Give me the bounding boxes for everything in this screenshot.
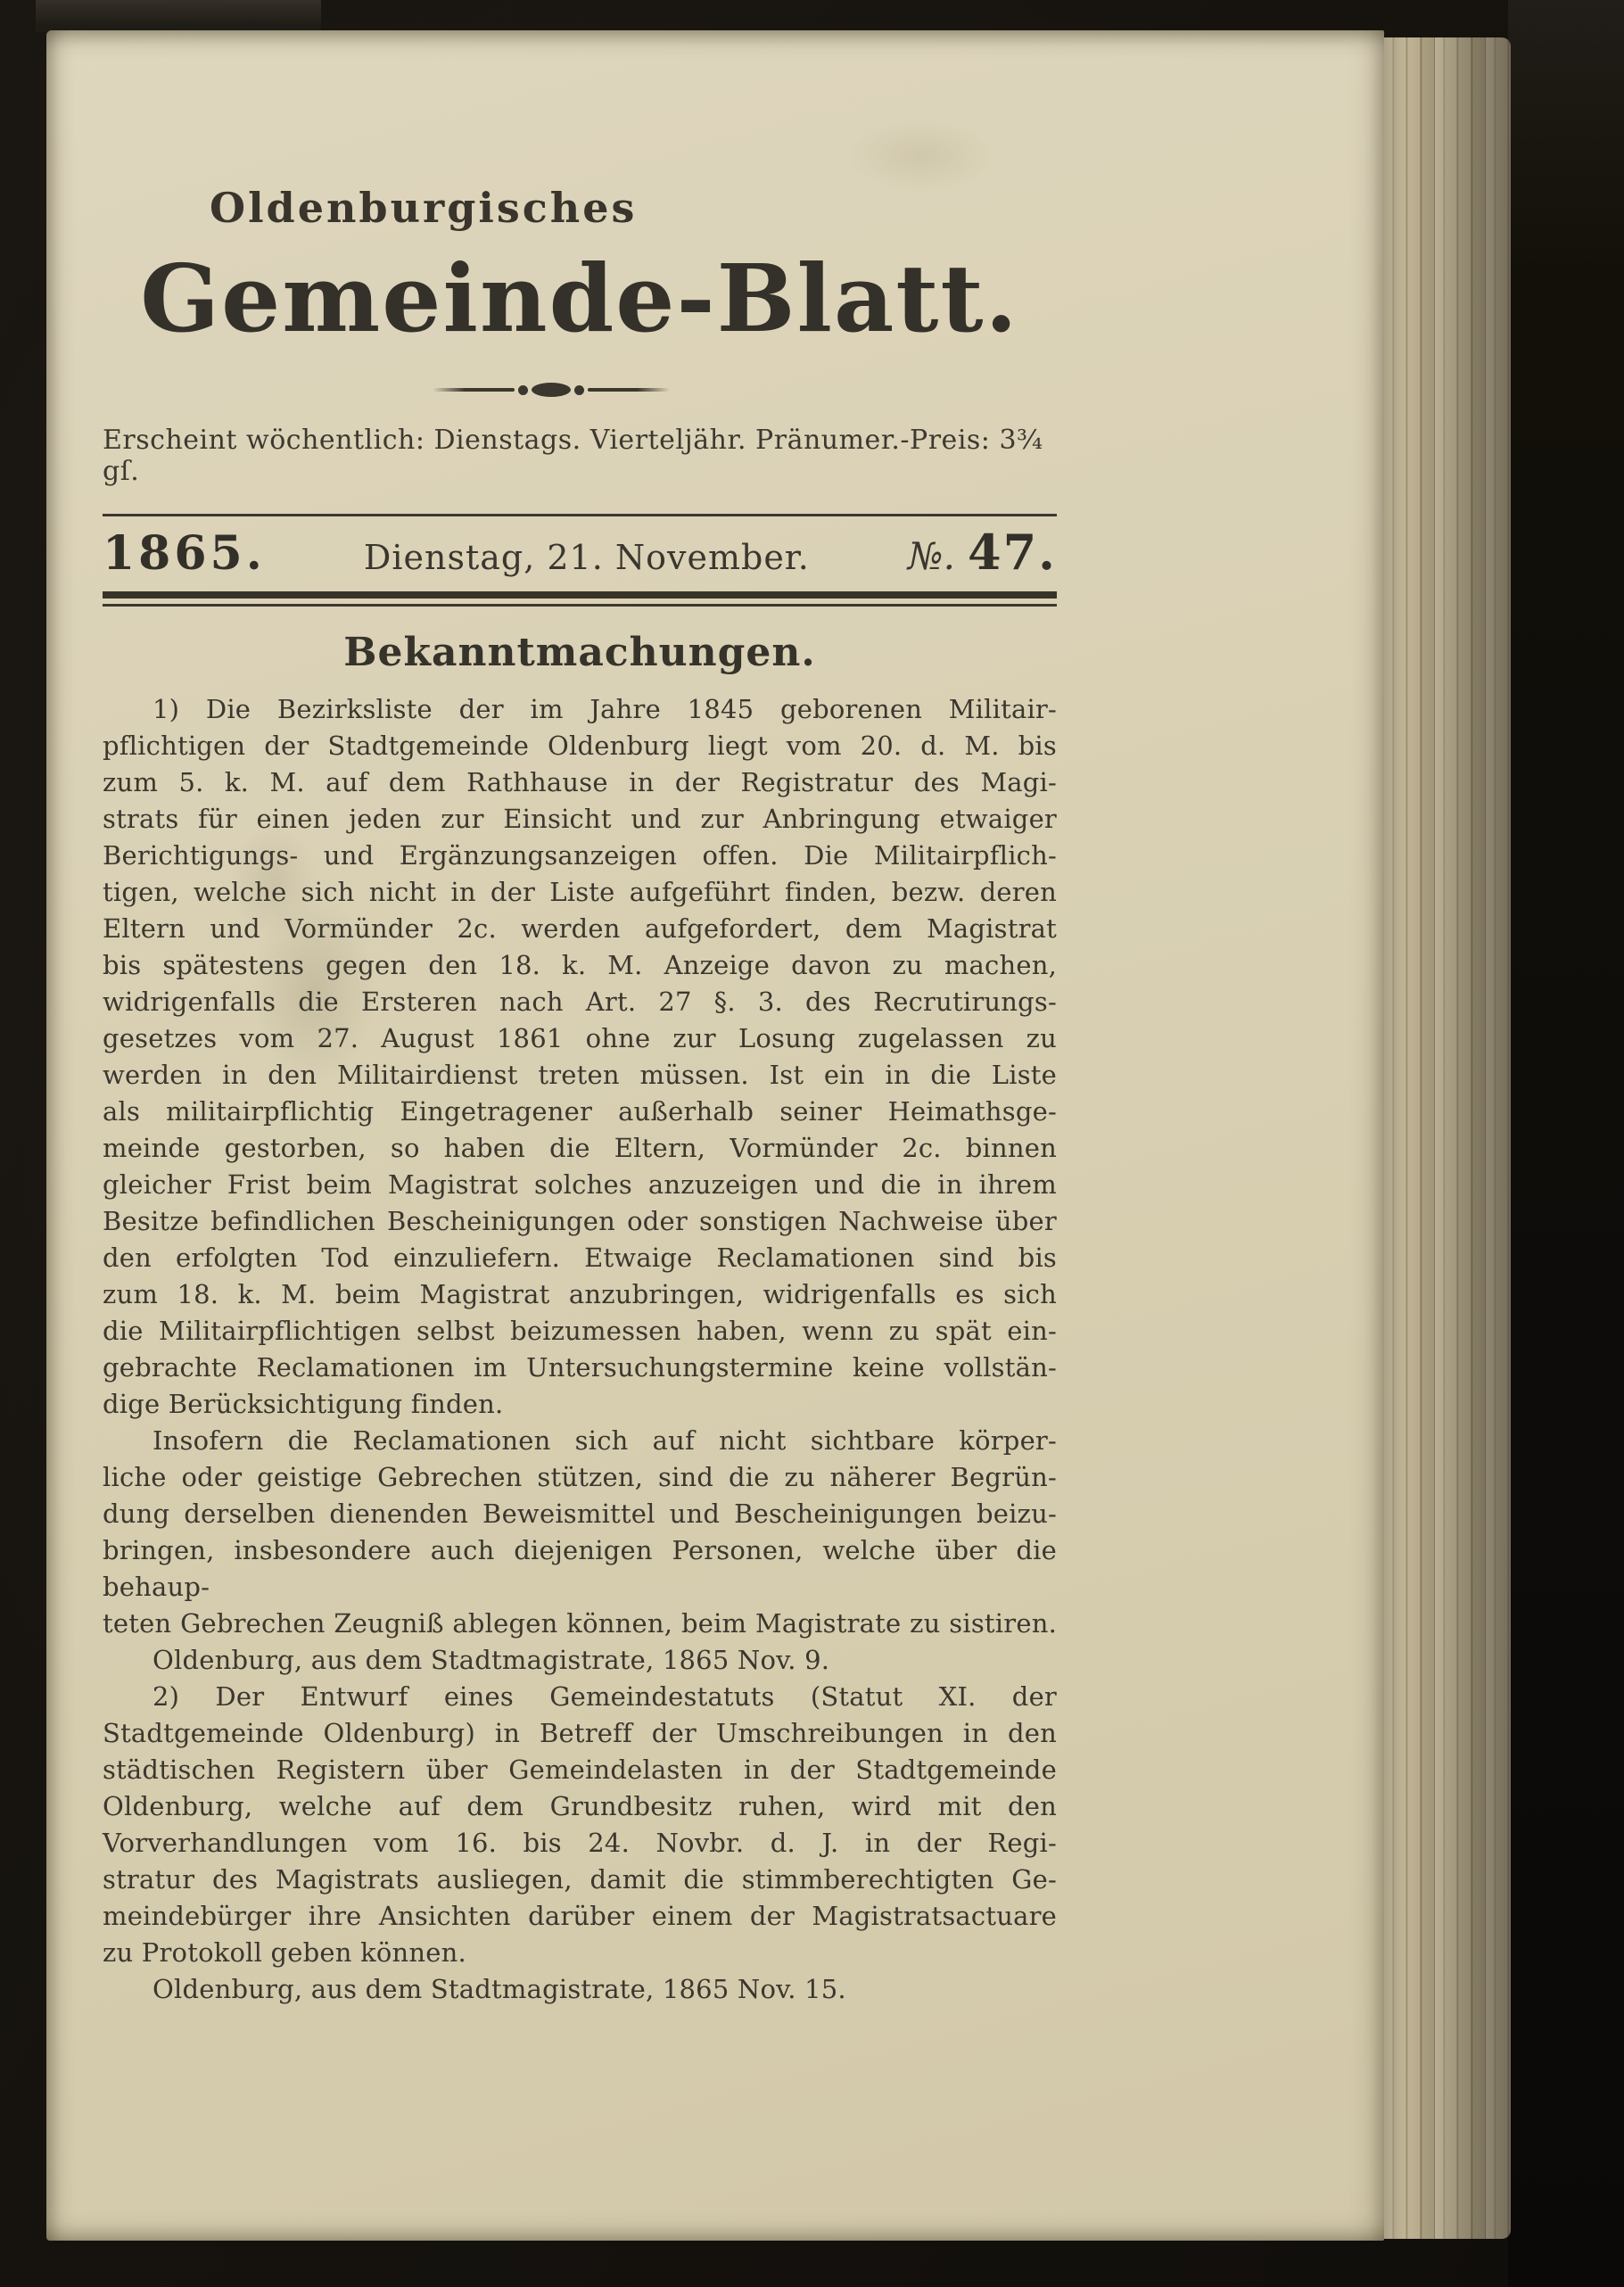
body-line: Insofern die Reclamationen sich auf nicht sichtbare körper- — [153, 1425, 1057, 1456]
divider-rule-top — [103, 514, 1057, 516]
ornament-lens — [532, 383, 571, 397]
book-cover — [1508, 0, 1624, 2287]
page-content — [103, 30, 1057, 2241]
body-line: städtischen Registern über Gemeindelasten in der Stadtgemeinde — [103, 1754, 1057, 1785]
body-line: Vorverhandlungen vom 16. bis 24. Novbr. d. J. in der Regi- — [103, 1828, 1057, 1858]
body-line: stratur des Magistrats ausliegen, damit die stimmberechtigten Ge- — [103, 1864, 1057, 1895]
ornament-line-left — [433, 388, 515, 392]
body-line: Oldenburg, welche auf dem Grundbesitz ruhen, wird mit den — [103, 1791, 1057, 1821]
masthead-ornament-divider — [332, 382, 771, 398]
ornament-dot-right — [574, 385, 584, 395]
body-line: die Militairpflichtigen selbst beizumessen haben, wenn zu spät ein- — [103, 1316, 1057, 1346]
paragraph — [103, 1423, 1057, 1642]
issue-number: 47. — [968, 524, 1057, 581]
body-line: Berichtigungs- und Ergänzungsanzeigen offen. Die Militairpflich- — [103, 840, 1057, 871]
newspaper-page — [46, 30, 1384, 2241]
divider-rule-thin — [103, 604, 1057, 607]
body-line: gleicher Frist beim Magistrat solches anzuzeigen und die in ihrem — [103, 1169, 1057, 1200]
body-line: gebrachte Reclamationen im Untersuchungstermine keine vollstän- — [103, 1352, 1057, 1383]
paragraph — [103, 691, 1057, 1423]
dateline-date: Dienstag, 21. November. — [363, 538, 810, 577]
issue-number-label: №. — [907, 534, 956, 578]
paragraph — [103, 1679, 1057, 1971]
dateline-issue — [908, 524, 1057, 581]
body-line: widrigenfalls die Ersteren nach Art. 27 §. 3. des Recrutirungs- — [103, 987, 1057, 1017]
masthead-title: Gemeinde-Blatt. — [140, 244, 1019, 353]
ornament-dot-left — [518, 385, 528, 395]
body-line: dung derselben dienenden Beweismittel und Bescheinigungen beizu- — [103, 1499, 1057, 1529]
body-line: 1) Die Bezirksliste der im Jahre 1845 geborenen Militair- — [153, 694, 1057, 724]
body-line: dige Berücksichtigung finden. — [103, 1389, 504, 1419]
body-line: als militairpflichtig Eingetragener außerhalb seiner Heimathsge- — [103, 1096, 1057, 1127]
body-line: Stadtgemeinde Oldenburg) in Betreff der Umschreibungen in den — [103, 1718, 1057, 1748]
dateline — [103, 524, 1057, 581]
section-heading: Bekanntmachungen. — [343, 630, 816, 675]
page-edges — [1384, 37, 1511, 2239]
body-line: gesetzes vom 27. August 1861 ohne zur Losung zugelassen zu — [103, 1023, 1057, 1053]
body-line: Eltern und Vormünder 2c. werden aufgefordert, dem Magistrat — [103, 913, 1057, 944]
body-line: den erfolgten Tod einzuliefern. Etwaige Reclamationen sind bis — [103, 1243, 1057, 1273]
signature-line: Oldenburg, aus dem Stadtmagistrate, 1865 Nov. 9. — [153, 1645, 830, 1675]
dateline-year: 1865. — [103, 526, 266, 581]
body-line: zum 18. k. M. beim Magistrat anzubringen, widrigenfalls es sich — [103, 1279, 1057, 1309]
body-line: meinde gestorben, so haben die Eltern, Vormünder 2c. binnen — [103, 1133, 1057, 1163]
signature-line: Oldenburg, aus dem Stadtmagistrate, 1865 Nov. 15. — [153, 1974, 846, 2004]
body-line: 2) Der Entwurf eines Gemeindestatuts (Statut XI. der — [153, 1681, 1057, 1712]
body-line: meindebürger ihre Ansichten darüber einem der Magistratsactuare — [103, 1901, 1057, 1931]
body-line: teten Gebrechen Zeugniß ablegen können, beim Magistrate zu sistiren. — [103, 1608, 1057, 1639]
body-line: werden in den Militairdienst treten müssen. Ist ein in die Liste — [103, 1060, 1057, 1090]
body-line: strats für einen jeden zur Einsicht und zur Anbringung etwaiger — [103, 804, 1057, 834]
body-line: zum 5. k. M. auf dem Rathhause in der Registratur des Magi- — [103, 767, 1057, 797]
divider-rule-thick — [103, 591, 1057, 599]
body-line: Besitze befindlichen Bescheinigungen oder sonstigen Nachweise über — [103, 1206, 1057, 1236]
body-line: bringen, insbesondere auch diejenigen Personen, welche über die behaup- — [103, 1535, 1057, 1602]
body-line: pflichtigen der Stadtgemeinde Oldenburg liegt vom 20. d. M. bis — [103, 731, 1057, 761]
masthead-subtitle: Erscheint wöchentlich: Dienstags. Vierteljähr. Pränumer.-Preis: 3¾ gſ. — [103, 425, 1043, 487]
masthead-kicker: Oldenburgisches — [210, 184, 638, 232]
body-line: liche oder geistige Gebrechen stützen, sind die zu näherer Begrün- — [103, 1462, 1057, 1492]
body-line: tigen, welche sich nicht in der Liste aufgeführt finden, bezw. deren — [103, 877, 1057, 907]
body-line: bis spätestens gegen den 18. k. M. Anzeige davon zu machen, — [103, 950, 1057, 980]
ornament-line-right — [588, 388, 670, 392]
body-line: zu Protokoll geben können. — [103, 1937, 466, 1968]
cover-edge-top-left — [36, 0, 321, 32]
body-blocks — [103, 691, 1057, 2008]
